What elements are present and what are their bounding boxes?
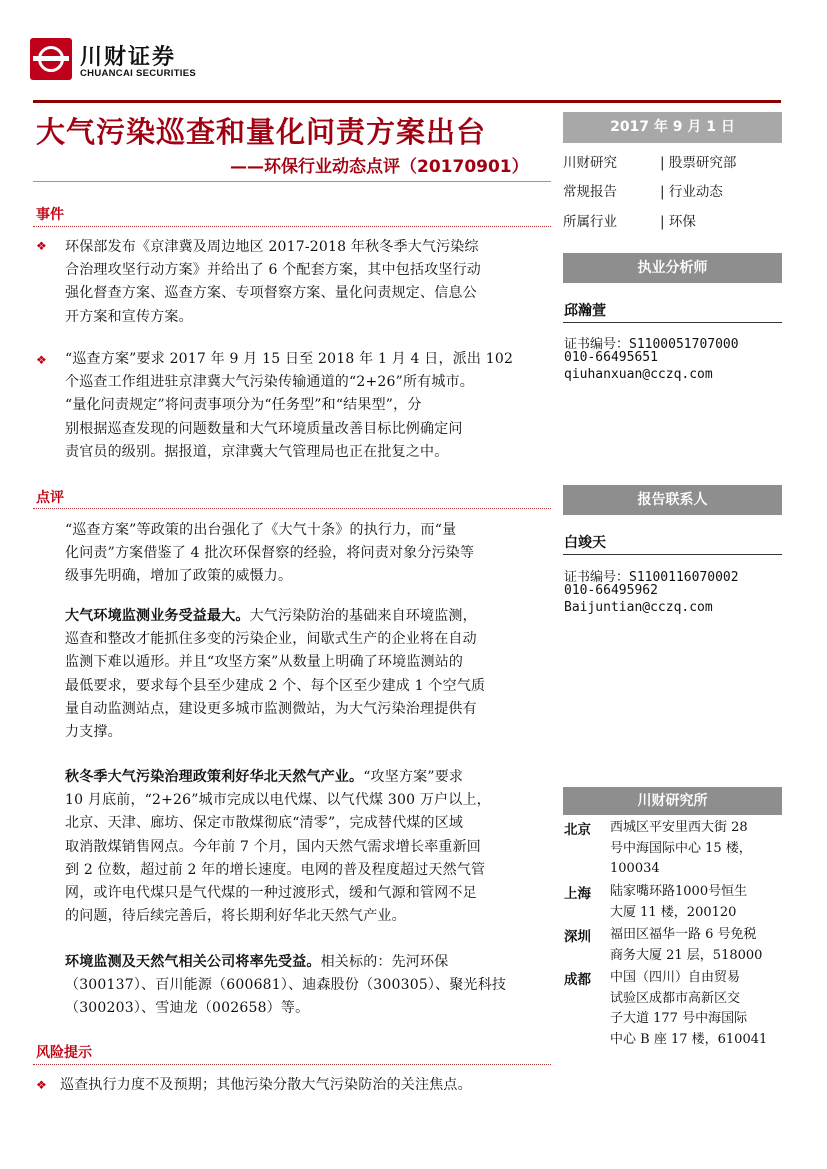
meta-value: | 行业动态 (660, 184, 723, 200)
paragraph-lead: 秋冬季大气污染治理政策利好华北天然气产业。 (65, 769, 364, 785)
analyst-divider (563, 322, 782, 323)
section-heading-risk: 风险提示 (36, 1045, 92, 1061)
office-address-beijing: 西城区平安里西大街 28 号中海国际中心 15 楼， 100034 (610, 820, 752, 876)
page-subtitle: ——环保行业动态点评（20170901） (230, 157, 529, 177)
meta-label: 常规报告 (563, 184, 617, 200)
comment-paragraph-2: 大气环境监测业务受益最大。大气污染防治的基础来自环境监测， 巡查和整改才能抓住多变的污染企业，间歇式生产的企业将在自动 监测下难以遁形。并且“攻坚方案”从数量上明确了环境监测站的 最低要求，要求每个县至少建成 2 个、每个区至少建成 1 个空气质 量自动监测站点，建设更多城市监测微站，为大气污染治理提供有 力支撑。 (65, 608, 486, 741)
section-divider (33, 1064, 551, 1065)
contact-divider (563, 554, 782, 555)
meta-label: 所属行业 (563, 214, 617, 230)
office-city-shanghai: 上海 (564, 886, 591, 902)
section-heading-comment: 点评 (36, 490, 64, 506)
diamond-bullet-icon: ❖ (36, 1078, 47, 1092)
office-city-beijing: 北京 (564, 822, 591, 838)
comment-paragraph-3: 秋冬季大气污染治理政策利好华北天然气产业。“攻坚方案”要求 10 月底前，“2+26”城市完成以电代煤、以气代煤 300 万户以上， 北京、天津、廊坊、保定市散煤彻底“清零”，完成替代煤的区域 取消散煤销售网点。今年前 7 个月，国内天然气需求增长率重新回 到 2 位数，超过前 2 年的增长速度。电网的普及程度超过天然气管 网，或许电代煤只是气代煤的一种过渡形式，缓和气源和管网不足 的问题，待后续完善后，将长期利好华北天然气产业。 (65, 769, 491, 925)
meta-value: | 股票研究部 (660, 155, 737, 171)
analyst-cert: 证书编号：S1100051707000 (564, 337, 739, 352)
paragraph-lead: 环境监测及天然气相关公司将率先受益。 (65, 954, 321, 970)
office-city-shenzhen: 深圳 (564, 929, 591, 945)
contact-name: 白竣天 (564, 535, 606, 551)
office-address-chengdu: 中国（四川）自由贸易 试验区成都市高新区交 子大道 177 号中海国际 中心 B 座 17 楼，610041 (610, 970, 768, 1047)
header-rule (33, 100, 781, 103)
analyst-phone: 010-66495651 (564, 350, 658, 365)
institute-heading: 川财研究所 (563, 787, 782, 815)
section-heading-event: 事件 (36, 207, 64, 223)
report-date: 2017 年 9 月 1 日 (563, 112, 782, 143)
risk-bullet: 巡查执行力度不及预期；其他污染分散大气污染防治的关注焦点。 (60, 1077, 472, 1093)
title-divider (33, 181, 551, 182)
contact-heading: 报告联系人 (563, 485, 782, 515)
event-bullet-2: “巡查方案”要求 2017 年 9 月 15 日至 2018 年 1 月 4 日，派出 102 个巡查工作组进驻京津冀大气污染传输通道的“2+26”所有城市。 “量化问责规定”将问责事项分为“任务型”和“结果型”，分 别根据巡查发现的问题数量和大气环境质量改善目标比例确定问 责官员的级别。据报道，京津冀大气管理局也正在批复之中。 (65, 351, 514, 460)
section-divider (33, 226, 551, 227)
contact-email[interactable]: Baijuntian@cczq.com (564, 600, 713, 615)
contact-phone: 010-66495962 (564, 583, 658, 598)
diamond-bullet-icon: ❖ (36, 239, 47, 253)
office-address-shenzhen: 福田区福华一路 6 号免税 商务大厦 21 层，518000 (610, 927, 763, 963)
section-divider (33, 508, 551, 509)
brand-name-en: CHUANCAI SECURITIES (80, 68, 197, 79)
comment-paragraph-4: 环境监测及天然气相关公司将率先受益。相关标的：先河环保 （300137）、百川能源（600681）、迪森股份（300305）、聚光科技 （300203）、雪迪龙（002658）等。 (65, 954, 507, 1017)
page-title: 大气污染巡查和量化问责方案出台 (36, 115, 487, 149)
meta-label: 川财研究 (563, 155, 617, 171)
office-address-shanghai: 陆家嘴环路1000号恒生 大厦 11 楼，200120 (610, 884, 748, 920)
office-city-chengdu: 成都 (564, 972, 591, 988)
brand-logo-icon (30, 38, 72, 80)
event-bullet-1: 环保部发布《京津冀及周边地区 2017-2018 年秋冬季大气污染综 合治理攻坚行动方案》并给出了 6 个配套方案，其中包括攻坚行动 强化督查方案、巡查方案、专项督察方案、量化问责规定、信息公 开方案和宣传方案。 (65, 239, 482, 325)
comment-paragraph-1: “巡查方案”等政策的出台强化了《大气十条》的执行力，而“量 化问责”方案借鉴了 4 批次环保督察的经验，将问责对象分污染等 级事先明确，增加了政策的威慑力。 (65, 522, 475, 585)
contact-cert: 证书编号：S1100116070002 (564, 570, 739, 585)
brand-name-cn: 川财证券 (80, 45, 177, 70)
diamond-bullet-icon: ❖ (36, 353, 47, 367)
paragraph-lead: 大气环境监测业务受益最大。 (65, 608, 250, 624)
meta-value: | 环保 (660, 214, 696, 230)
analyst-email[interactable]: qiuhanxuan@cczq.com (564, 367, 713, 382)
analyst-name: 邱瀚萱 (564, 303, 606, 319)
analyst-heading: 执业分析师 (563, 253, 782, 283)
